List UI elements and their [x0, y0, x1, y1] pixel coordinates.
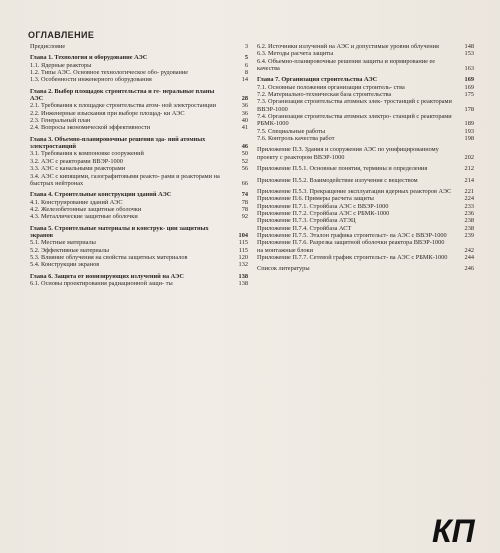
toc-page-number: 40 [241, 117, 248, 125]
toc-page-number: 120 [238, 253, 248, 261]
toc-page-number: 214 [464, 176, 474, 184]
toc-page-number: 244 [464, 253, 474, 261]
toc-entry[interactable] [257, 135, 474, 142]
toc-entry-title: Приложение П.6. Примеры расчета защиты [257, 195, 374, 203]
toc-entry-title: 7.4. Организация строительства атомных электро- станций с реакторами РБМК-1000 [257, 113, 452, 128]
toc-entry-title: Приложение П.7.7. Сетевой график строительст- ва АЭС с РБМК-1000 [257, 253, 448, 261]
toc-entry[interactable] [30, 173, 248, 188]
toc-right-column [257, 43, 474, 273]
toc-entry[interactable] [257, 195, 474, 202]
toc-chapter-entry[interactable] [30, 54, 248, 61]
toc-entry-title: 4.3. Металлические защитные оболочки [30, 213, 138, 221]
toc-entry[interactable] [257, 203, 474, 210]
toc-entry-title: 5.3. Влияние облучения на свойства защитных материалов [30, 253, 188, 261]
toc-entry-title: Глава 7. Организация строительства АЭС [257, 76, 378, 84]
toc-entry[interactable] [30, 206, 248, 213]
toc-page-number: 138 [238, 272, 248, 280]
toc-chapter-entry[interactable] [30, 225, 248, 240]
toc-page-number: 36 [241, 109, 248, 117]
toc-entry[interactable] [257, 58, 474, 73]
toc-page-number: 224 [464, 195, 474, 203]
toc-entry-title: Предисловие [30, 43, 66, 50]
toc-page-number: 132 [238, 261, 248, 269]
toc-page-number: 14 [241, 76, 248, 84]
toc-entry-title: Приложение П.7.2. Стройбаза АЭС с РБМК-1000 [257, 209, 390, 217]
toc-entry-title: 5.4. Конструкции экранов [30, 261, 100, 269]
toc-entry[interactable] [30, 165, 248, 172]
toc-page-number: 66 [241, 179, 248, 187]
toc-page-number: 236 [464, 209, 474, 217]
toc-entry-title: 2.3. Генеральный план [30, 117, 91, 125]
toc-entry-title: Приложение П.7.4. Стройбаза АСТ [257, 224, 352, 232]
toc-page-number: 163 [464, 65, 474, 73]
toc-entry[interactable] [257, 165, 474, 172]
toc-entry-title: Глава 4. Строительные конструкции зданий АЭС [30, 191, 172, 199]
toc-entry-title: 2.1. Требования к площадке строительства атом- ной электростанции [30, 102, 217, 110]
toc-entry[interactable] [30, 213, 248, 220]
toc-entry[interactable] [257, 188, 474, 195]
toc-page-number: 36 [241, 102, 248, 110]
toc-entry[interactable] [257, 128, 474, 135]
toc-page-number: 153 [464, 50, 474, 58]
toc-entry[interactable] [30, 76, 248, 83]
toc-page-number: 169 [464, 83, 474, 91]
toc-entry-title: 7.5. Специальные работы [257, 127, 326, 135]
toc-entry[interactable] [30, 43, 248, 50]
toc-page-number: 92 [241, 213, 248, 221]
toc-entry-title: Приложение П.5.1. Основные понятия, термины и определения [257, 165, 428, 173]
toc-page-number: 46 [241, 143, 248, 151]
toc-page-number: 238 [464, 217, 474, 225]
toc-entry-title: Глава 2. Выбор площадок строительства и ге- неральные планы АЭС [30, 87, 215, 103]
toc-chapter-entry[interactable] [30, 136, 248, 151]
toc-entry-title: Глава 5. Строительные материалы и конструк- ции защитных экранов [30, 224, 209, 239]
toc-entry[interactable] [30, 69, 248, 76]
toc-entry-title: 5.1. Местные материалы [30, 239, 96, 247]
toc-entry-title: 3.2. АЭС с реакторами ВВЭР-1000 [30, 157, 123, 165]
toc-entry[interactable] [30, 158, 248, 165]
toc-entry-title: 6.3. Методы расчета защиты [257, 50, 334, 58]
toc-entry-title: 7.1. Основные положения организации строитель- ства [257, 83, 405, 91]
toc-entry[interactable] [257, 225, 474, 232]
toc-entry[interactable] [30, 254, 248, 261]
toc-entry-title: Приложение П.З. Здания и сооружения АЭС по унифицированному проекту с реактором ВВЭР-1000 [257, 146, 439, 161]
toc-entry-title: Приложение П.7.1. Стройбаза АЭС с ВВЭР-1000 [257, 202, 389, 210]
toc-entry-title: Глава 1. Технология и оборудование АЭС [30, 54, 148, 62]
toc-entry-title: 7.6. Контроль качества работ [257, 135, 335, 143]
toc-entry-title: Список литературы [257, 265, 310, 273]
toc-entry-title: 5.2. Эффективные материалы [30, 246, 109, 254]
toc-chapter-entry[interactable] [30, 273, 248, 280]
toc-page-number: 221 [464, 187, 474, 195]
toc-entry-title: Глава 3. Объемно-планировочные решения зда- ний атомных электростанций [30, 135, 206, 151]
toc-page-number: 104 [238, 231, 248, 239]
toc-chapter-entry[interactable] [30, 191, 248, 198]
toc-page-number: 138 [238, 279, 248, 287]
toc-page-number: 8 [244, 69, 248, 77]
toc-entry[interactable] [257, 91, 474, 98]
toc-page-number: 28 [241, 95, 248, 103]
toc-page-number: 189 [464, 120, 474, 128]
toc-page-number: 6 [244, 61, 248, 69]
toc-page-number: 178 [464, 105, 474, 113]
toc-entry-title: Глава 6. Защита от ионизирующих излучений на АЭС [30, 272, 184, 280]
kp-logo-icon [428, 508, 490, 548]
toc-entry-title: 7.2. Материально-техническая база строительства [257, 91, 392, 99]
toc-page-number: 56 [241, 165, 248, 173]
toc-page-number: 212 [464, 165, 474, 173]
toc-page-number: 238 [464, 224, 474, 232]
toc-entry-title: 6.2. Источники излучений на АЭС и допустимые уровни облучения [257, 43, 439, 50]
toc-entry-title: 1.3. Особенности инженерного оборудования [30, 76, 152, 84]
toc-entry[interactable] [257, 113, 474, 128]
toc-entry[interactable] [257, 50, 474, 57]
toc-entry[interactable] [30, 280, 248, 287]
toc-chapter-entry[interactable] [30, 88, 248, 103]
toc-page-number: 115 [238, 239, 248, 247]
toc-entry[interactable] [257, 217, 474, 224]
toc-entry-title: Приложение П.7.5. Эталон графика строительст- ва АЭС с ВВЭР-1000 [257, 231, 447, 239]
toc-entry[interactable] [257, 210, 474, 217]
toc-page-number: 78 [241, 205, 248, 213]
toc-page-number: 175 [464, 91, 474, 99]
toc-entry-title: 2.4. Вопросы экономической эффективности [30, 124, 151, 132]
toc-entry-title: 6.1. Основы проектирования радиационной защи- ты [30, 279, 173, 287]
toc-entry-title: 3.3. АЭС с канальными реакторами [30, 165, 126, 173]
toc-entry-title: 3.4. АЭС с кипящими, газографитовыми реакто- рами и реакторами на быстрых нейтронах [30, 172, 220, 187]
toc-entry-title: 1.1. Ядерные реакторы [30, 61, 92, 69]
toc-entry[interactable] [30, 102, 248, 109]
page-title: ОГЛАВЛЕНИЕ [28, 30, 95, 40]
toc-entry[interactable] [257, 84, 474, 91]
toc-entry[interactable] [30, 150, 248, 157]
toc-page-number: 41 [241, 124, 248, 132]
toc-page-number: 148 [464, 43, 474, 50]
toc-entry[interactable] [30, 261, 248, 268]
toc-entry-title: 2.2. Инженерные изыскания при выборе площад- ки АЭС [30, 109, 185, 117]
toc-entry[interactable] [30, 117, 248, 124]
toc-page-number: 50 [241, 150, 248, 158]
toc-page-number: 246 [464, 265, 474, 273]
toc-entry-title: Приложение П.5.2. Взаимодействие излучения с веществом [257, 176, 418, 184]
toc-chapter-entry[interactable] [257, 76, 474, 83]
toc-entry[interactable] [30, 247, 248, 254]
toc-page-number: 5 [244, 54, 248, 62]
toc-page-number: 78 [241, 198, 248, 206]
toc-page-number: 198 [464, 135, 474, 143]
toc-entry[interactable] [257, 232, 474, 239]
toc-entry[interactable] [30, 110, 248, 117]
toc-entry-title: Приложение П.7.3. Стройбаза АТЭЦ [257, 217, 356, 225]
toc-entry-title: 6.4. Объемно-планировочные решения защиты и нормирование ее качества [257, 57, 436, 73]
toc-page-number: 202 [464, 153, 474, 161]
toc-page-number: 52 [241, 157, 248, 165]
toc-page-number: 74 [241, 191, 248, 199]
toc-entry-title: 7.3. Организация строительства атомных элек- тростанций с реакторами ВВЭР-1000 [257, 98, 452, 113]
toc-page-number: 233 [464, 202, 474, 210]
toc-entry-title: 1.2. Типы АЭС. Основное технологическое обо- рудование [30, 69, 189, 77]
logo-text: КП [432, 513, 475, 548]
toc-entry[interactable] [257, 146, 474, 161]
toc-page-number: 169 [464, 76, 474, 84]
toc-entry[interactable] [257, 43, 474, 50]
toc-entry-title: 4.1. Конструирование зданий АЭС [30, 198, 123, 206]
toc-left-column [30, 43, 248, 287]
toc-entry-title: 3.1. Требования к компоновке сооружений [30, 150, 144, 158]
toc-entry-title: 4.2. Железобетонные защитные оболочки [30, 205, 142, 213]
toc-entry[interactable] [30, 239, 248, 246]
toc-entry[interactable] [257, 98, 474, 113]
toc-entry[interactable] [257, 265, 474, 272]
toc-entry[interactable] [30, 199, 248, 206]
toc-page-number: 115 [238, 246, 248, 254]
toc-entry-title: Приложение П.5.3. Прекращение эксплуатации ядерных реакторов АЭС [257, 187, 452, 195]
toc-page-number: 239 [464, 231, 474, 239]
toc-entry[interactable] [30, 62, 248, 69]
toc-entry[interactable] [257, 254, 474, 261]
toc-entry-title: Приложение П.7.6. Разрезка защитной оболочки реактора ВВЭР-1000 на монтажные блоки [257, 239, 445, 254]
toc-page-number: 193 [464, 127, 474, 135]
toc-entry[interactable] [30, 124, 248, 131]
toc-page-number: 242 [464, 246, 474, 254]
toc-page-number: 3 [244, 43, 248, 50]
toc-entry[interactable] [257, 239, 474, 254]
toc-entry[interactable] [257, 177, 474, 184]
